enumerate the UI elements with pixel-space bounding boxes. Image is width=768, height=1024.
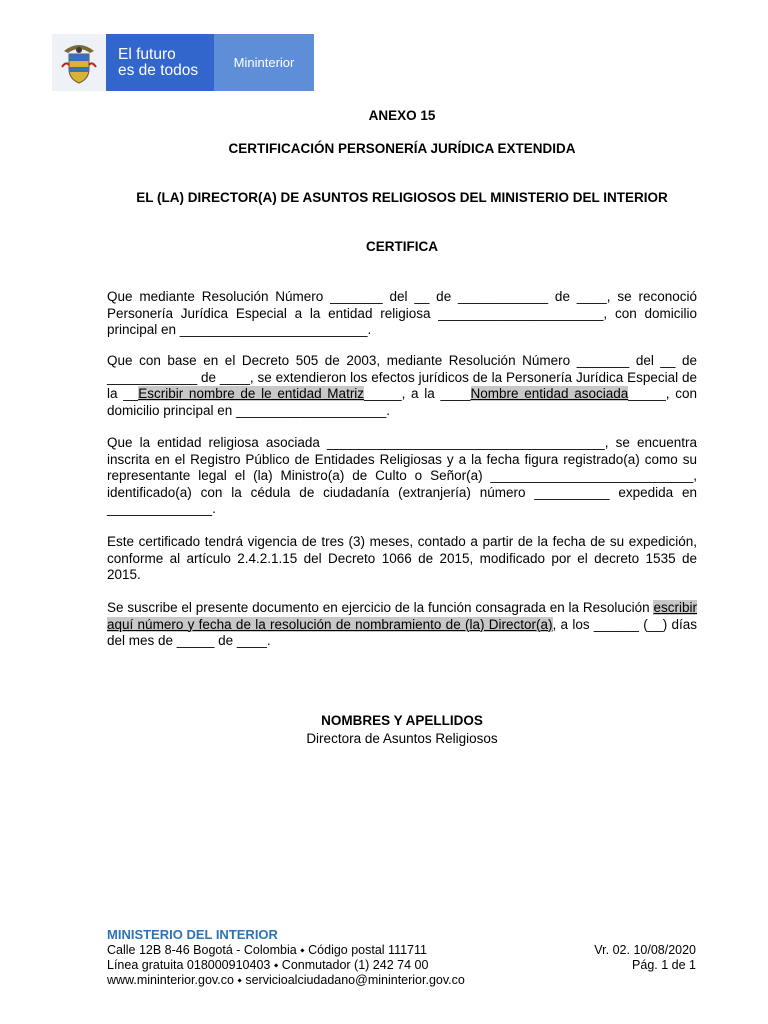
footer-version: Vr. 02. 10/08/2020 xyxy=(594,943,696,957)
paragraph-extension: Que con base en el Decreto 505 de 2003, mediante Resolución Número _______ del __ de ____________ de ____, se extendieron los efectos jurídicos de la Personería Jurídica Especial de la __Escribir nombre de le entidad Matriz_____, a la ____Nombre entidad asociada_____, con domicilio principal en ____________________. xyxy=(107,353,698,418)
signature-role: Directora de Asuntos Religiosos xyxy=(306,731,498,746)
placeholder-matrix-entity: Escribir nombre de le entidad Matriz xyxy=(138,386,365,401)
footer-page: Pág. 1 de 1 xyxy=(632,958,696,972)
annex-heading: ANEXO 15 xyxy=(368,108,436,123)
paragraph-validity: Este certificado tendrá vigencia de tres (3) meses, contado a partir de la fecha de su expedición, conforme al artículo 2.4.2.1.15 del Decreto 1066 de 2015, modificado por el decreto 1535 de 2015. xyxy=(107,534,697,582)
header-logo xyxy=(52,34,314,91)
signature-name: NOMBRES Y APELLIDOS xyxy=(321,713,483,728)
logo-slogan: El futuro es de todos xyxy=(106,34,214,91)
footer-address: Calle 12B 8-46 Bogotá - Colombia ⬩ Código postal 111711 xyxy=(107,943,427,957)
footer-phone: Línea gratuita 018000910403 ⬩ Conmutador (1) 242 74 00 xyxy=(107,958,429,972)
document-title: CERTIFICACIÓN PERSONERÍA JURÍDICA EXTENDIDA xyxy=(228,141,576,156)
paragraph-signature-clause: Se suscribe el presente documento en ejercicio de la función consagrada en la Resolución escribir aquí número y fecha de la resolución de nombramiento de (la) Director(a), a los ______ (__) días del mes de _____ de ____. xyxy=(107,600,697,648)
paragraph-registry: Que la entidad religiosa asociada _____________________________________, se encuentra inscrita en el Registro Público de Entidades Religiosas y a la fecha figura registrado(a) como su representante legal el (la) Ministro(a) de Culto o Señor(a) ___________________________, identificado(a) con la cédula de ciudadanía (extranjería) número __________ expedida en ______________. xyxy=(107,435,697,516)
placeholder-associated-entity: Nombre entidad asociada xyxy=(470,386,629,401)
issuer-heading: EL (LA) DIRECTOR(A) DE ASUNTOS RELIGIOSOS DEL MINISTERIO DEL INTERIOR xyxy=(136,190,668,205)
footer-ministry: MINISTERIO DEL INTERIOR xyxy=(107,927,278,942)
logo-ministry: Mininterior xyxy=(214,34,314,91)
certifica-heading: CERTIFICA xyxy=(366,239,438,254)
paragraph-resolution: Que mediante Resolución Número _______ del __ de ____________ de ____, se reconoció Personería Jurídica Especial a la entidad religiosa ______________________, con domicilio principal en _________________________. xyxy=(107,289,697,337)
coat-of-arms-icon xyxy=(52,34,106,91)
footer-web: www.mininterior.gov.co ⬩ servicioalciudadano@mininterior.gov.co xyxy=(107,973,465,987)
placeholder-resolution: escribir aquí número y fecha de la resolución de nombramiento de (la) Director(a) xyxy=(107,600,697,632)
